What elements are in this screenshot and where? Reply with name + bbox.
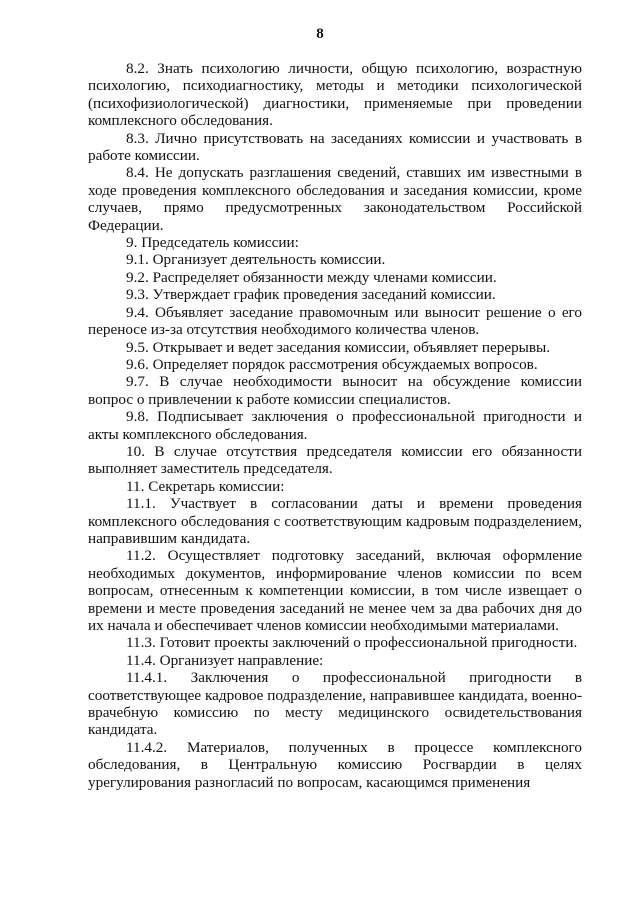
- paragraph-9-1: 9.1. Организует деятельность комиссии.: [126, 251, 386, 269]
- paragraph-9: 9. Председатель комиссии:: [126, 234, 299, 252]
- paragraph-11-4: 11.4. Организует направление:: [126, 651, 324, 669]
- paragraph-11-1: 11.1. Участвует в согласовании даты и времени проведения комплексного обследования с соответствующим кадровым подразделением, направившим кандидата.: [88, 495, 582, 547]
- document-body: [88, 60, 582, 791]
- paragraph-9-3: 9.3. Утверждает график проведения заседаний комиссии.: [126, 286, 496, 304]
- paragraph-9-5: 9.5. Открывает и ведет заседания комиссии, объявляет перерывы.: [126, 338, 551, 356]
- paragraph-9-6: 9.6. Определяет порядок рассмотрения обсуждаемых вопросов.: [126, 355, 538, 373]
- paragraph-9-2: 9.2. Распределяет обязанности между членами комиссии.: [126, 268, 497, 286]
- paragraph-11-3: 11.3. Готовит проекты заключений о профессиональной пригодности.: [126, 634, 578, 652]
- paragraph-8-4: 8.4. Не допускать разглашения сведений, ставших им известными в ходе проведения комплексного обследования и заседания комиссии, кроме случаев, прямо предусмотренных законодательством Российской Федерации.: [88, 164, 582, 234]
- paragraph-11: 11. Секретарь комиссии:: [126, 477, 285, 495]
- paragraph-11-2: 11.2. Осуществляет подготовку заседаний, включая оформление необходимых документов, информирование членов комиссии по всем вопросам, отнесенным к компетенции комиссии, в том числе извещает о времени и месте проведения заседаний не менее чем за два рабочих дня до их начала и обеспечивает членов комиссии необходимыми материалами.: [88, 547, 582, 634]
- paragraph-11-4-2: 11.4.2. Материалов, полученных в процессе комплексного обследования, в Центральную комиссию Росгвардии в целях урегулирования разногласий по вопросам, касающимся применения: [88, 738, 582, 791]
- paragraph-8-3: 8.3. Лично присутствовать на заседаниях комиссии и участвовать в работе комиссии.: [88, 129, 582, 165]
- paragraph-8-2: 8.2. Знать психологию личности, общую психологию, возрастную психологию, психодиагностику, методы и методики психологической (психофизиологической) диагностики, применяемые при проведении комплексного обследования.: [88, 60, 582, 130]
- page-number: 8: [316, 26, 324, 42]
- paragraph-11-4-1: 11.4.1. Заключения о профессиональной пригодности в соответствующее кадровое подразделение, направившее кандидата, военно-врачебную комиссию по месту медицинского освидетельствования кандидата.: [88, 669, 582, 739]
- paragraph-9-7: 9.7. В случае необходимости выносит на обсуждение комиссии вопрос о привлечении к работе комиссии специалистов.: [88, 373, 582, 408]
- paragraph-9-8: 9.8. Подписывает заключения о профессиональной пригодности и акты комплексного обследования.: [88, 408, 582, 443]
- paragraph-9-4: 9.4. Объявляет заседание правомочным или выносит решение о его переносе из-за отсутствия необходимого количества членов.: [88, 303, 582, 339]
- paragraph-10: 10. В случае отсутствия председателя комиссии его обязанности выполняет заместитель председателя.: [88, 442, 582, 478]
